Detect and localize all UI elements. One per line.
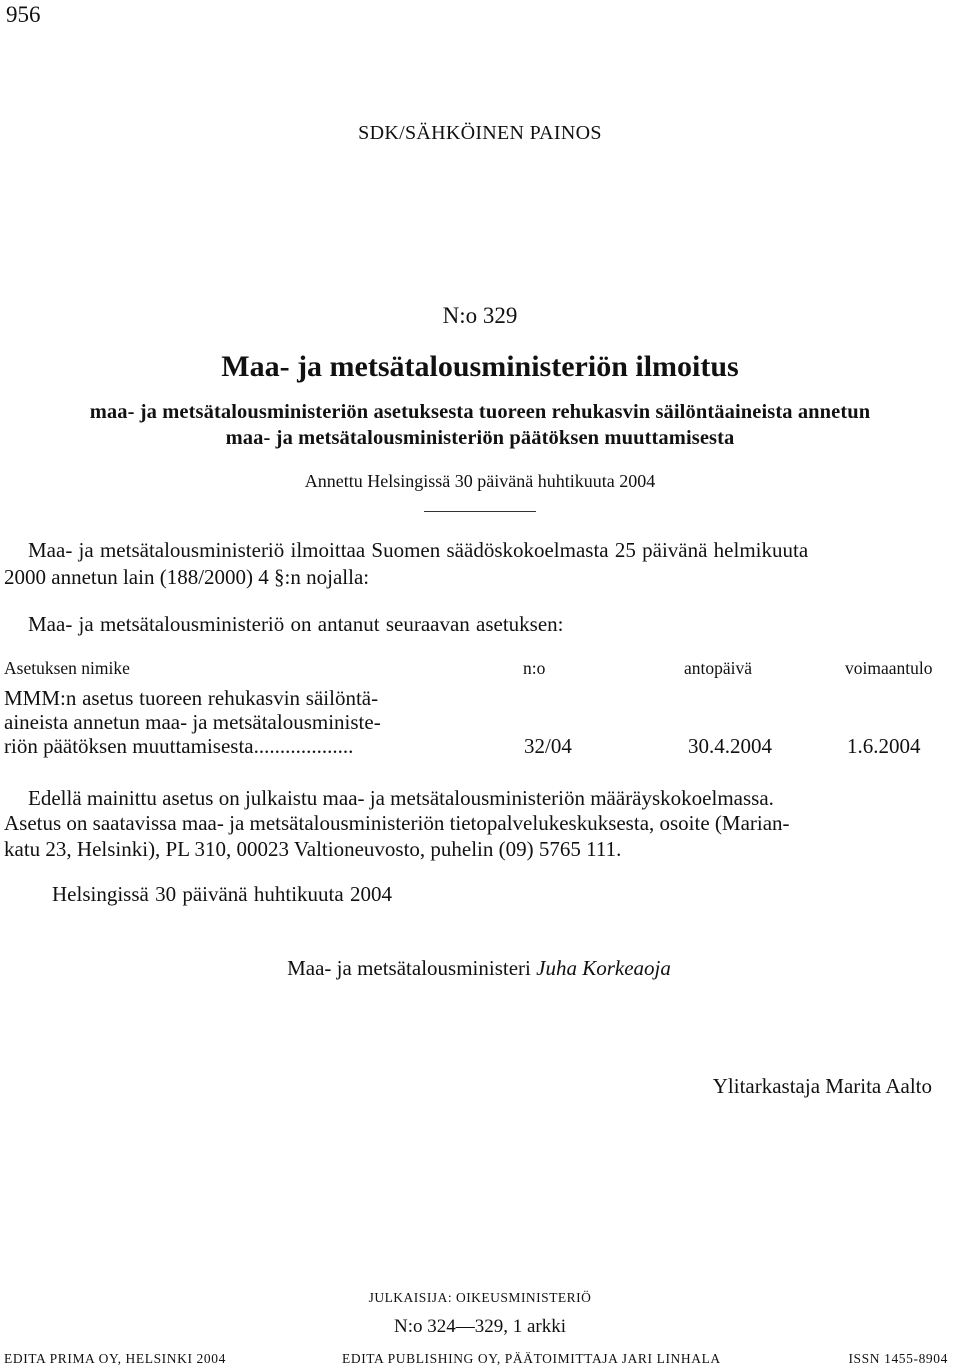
issue-info: N:o 324—329, 1 arkki	[393, 1316, 567, 1337]
document-title: Maa- ja metsätalousministeriön ilmoitus	[221, 350, 739, 383]
table-cell-effective: 1.6.2004	[847, 734, 921, 758]
intro-paragraph-line-1: Maa- ja metsätalousministeriö ilmoittaa Suomen säädöskokoelmasta 25 päivänä helmikuuta	[28, 538, 809, 562]
footer-publisher-editor: EDITA PUBLISHING OY, PÄÄTOIMITTAJA JARI LINHALA	[342, 1351, 721, 1366]
table-cell-name-line: aineista annetun maa- ja metsätalousministe-	[4, 710, 381, 734]
document-subtitle-line-1: maa- ja metsätalousministeriön asetuksesta tuoreen rehukasvin säilöntäaineista annetun	[89, 401, 871, 423]
document-subtitle-line-2: maa- ja metsätalousministeriön päätöksen muuttamisesta	[225, 427, 735, 449]
minister-signature	[0, 956, 960, 981]
table-header-name: Asetuksen nimike	[4, 658, 130, 678]
table-header-effective: voimaantulo	[845, 658, 933, 678]
body-paragraph-line-1: Edellä mainittu asetus on julkaistu maa- ja metsätalousministeriön määräyskokoelmassa.	[28, 786, 774, 810]
page-number: 956	[6, 2, 41, 27]
body-paragraph-line-2: Asetus on saatavissa maa- ja metsätalousministeriön tietopalvelukeskuksesta, osoite (Marian-	[4, 811, 790, 835]
table-header-date: antopäivä	[684, 658, 753, 678]
footer-issn: ISSN 1455-8904	[848, 1351, 948, 1366]
footer-printer: EDITA PRIMA OY, HELSINKI 2004	[4, 1351, 226, 1366]
given-date: Annettu Helsingissä 30 päivänä huhtikuuta 2004	[304, 471, 656, 491]
table-cell-name-line: riön päätöksen muuttamisesta...................	[4, 734, 354, 758]
minister-signature-line	[287, 956, 671, 981]
minister-title: Maa- ja metsätalousministeri	[287, 956, 531, 980]
signing-place-date: Helsingissä 30 päivänä huhtikuuta 2004	[52, 882, 392, 906]
document-number: N:o 329	[442, 303, 518, 328]
publisher-label: JULKAISIJA: OIKEUSMINISTERIÖ	[368, 1290, 592, 1305]
intro-paragraph-line-2: 2000 annetun lain (188/2000) 4 §:n nojalla:	[4, 565, 370, 589]
table-cell-date: 30.4.2004	[688, 734, 772, 758]
minister-name: Juha Korkeaoja	[536, 956, 671, 980]
inspector-signature: Ylitarkastaja Marita Aalto	[712, 1074, 932, 1098]
table-cell-name-line: MMM:n asetus tuoreen rehukasvin säilöntä-	[4, 686, 379, 710]
table-cell-number: 32/04	[524, 734, 572, 758]
body-paragraph-line-3: katu 23, Helsinki), PL 310, 00023 Valtioneuvosto, puhelin (09) 5765 111.	[4, 837, 622, 861]
intro-statement: Maa- ja metsätalousministeriö on antanut seuraavan asetuksen:	[28, 612, 564, 636]
table-header-number: n:o	[523, 658, 546, 678]
edition-label: SDK/SÄHKÖINEN PAINOS	[358, 122, 602, 144]
separator-rule	[424, 511, 536, 512]
